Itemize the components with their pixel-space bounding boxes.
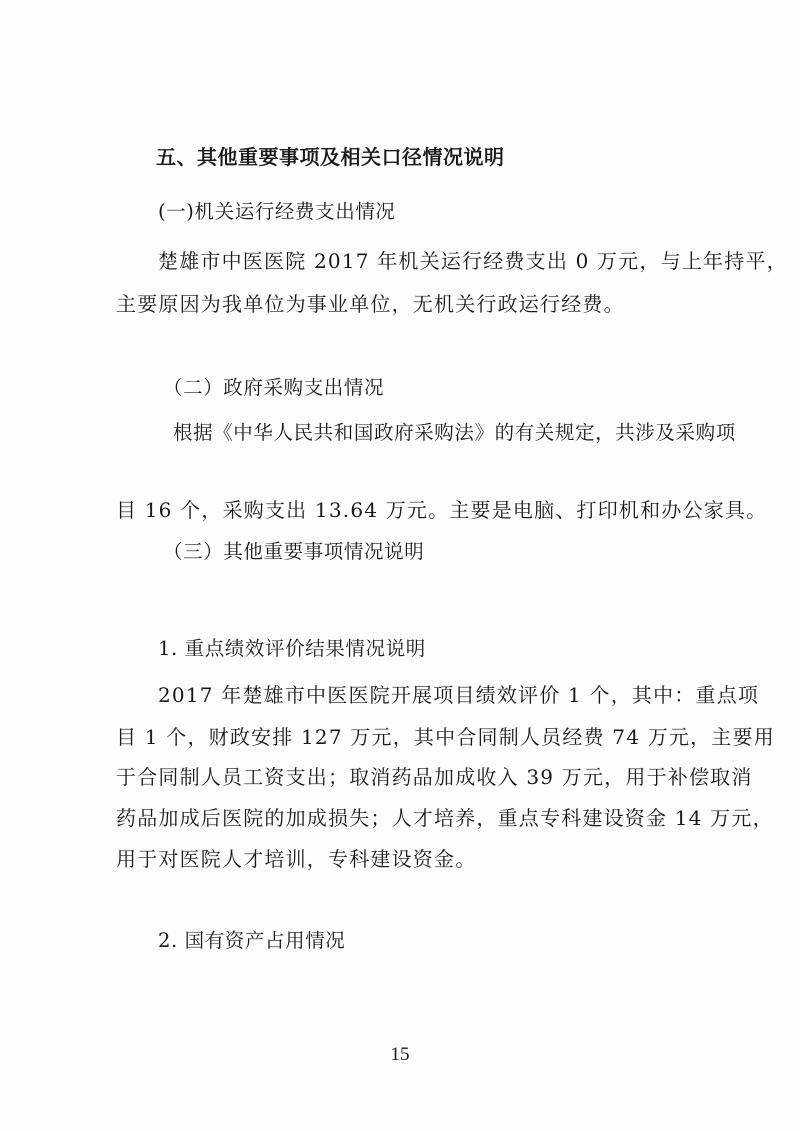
paragraph-line: 根据《中华人民共和国政府采购法》的有关规定，共涉及采购项 xyxy=(173,421,736,444)
page-number: 15 xyxy=(390,1044,410,1065)
subsection-title-operating-expenses: (一)机关运行经费支出情况 xyxy=(158,200,396,223)
paragraph-line: 主要原因为我单位为事业单位，无机关行政运行经费。 xyxy=(116,292,625,316)
subsection-title-government-procurement: （二）政府采购支出情况 xyxy=(163,376,385,399)
section-title: 五、其他重要事项及相关口径情况说明 xyxy=(156,145,505,169)
paragraph-line: 目 1 个，财政安排 127 万元，其中合同制人员经费 74 万元，主要用 xyxy=(116,725,775,749)
paragraph-line: 于合同制人员工资支出；取消药品加成收入 39 万元，用于补偿取消 xyxy=(116,765,753,789)
item-title-state-assets: 2. 国有资产占用情况 xyxy=(158,929,346,952)
item-title-performance-evaluation: 1. 重点绩效评价结果情况说明 xyxy=(158,637,426,660)
paragraph-line: 2017 年楚雄市中医医院开展项目绩效评价 1 个，其中：重点项 xyxy=(158,683,760,707)
paragraph-line: 药品加成后医院的加成损失；人才培养，重点专科建设资金 14 万元， xyxy=(116,806,774,830)
paragraph-line: 目 16 个，采购支出 13.64 万元。主要是电脑、打印机和办公家具。 xyxy=(116,498,768,522)
paragraph-line: 用于对医院人才培训，专科建设资金。 xyxy=(116,847,477,871)
subsection-title-other-matters: （三）其他重要事项情况说明 xyxy=(163,540,425,563)
paragraph-line: 楚雄市中医医院 2017 年机关运行经费支出 0 万元，与上年持平， xyxy=(158,249,788,273)
